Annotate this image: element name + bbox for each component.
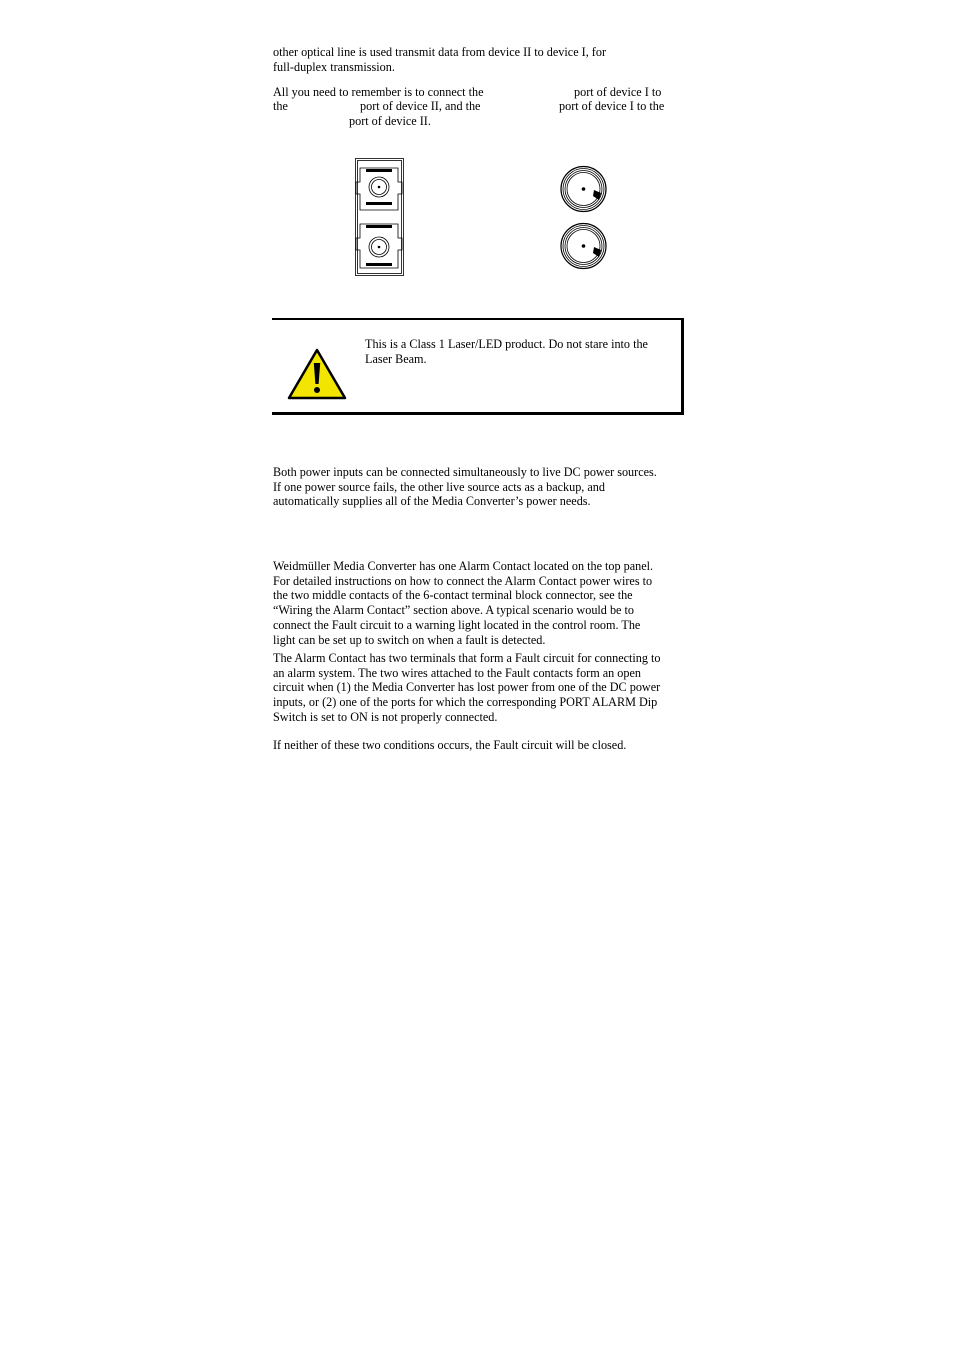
remember-text: port of device I to the [559, 99, 665, 113]
power-line: If one power source fails, the other live source acts as a backup, and [273, 479, 605, 494]
remember-text: port of device II. [349, 114, 431, 128]
alarm-line: light can be set up to switch on when a fault is detected. [273, 632, 546, 647]
intro-line: full-duplex transmission. [273, 59, 395, 74]
remember-text: port of device II, and the [360, 99, 481, 113]
sc-port-connector-icon [354, 158, 406, 278]
remember-text: port of device I to [574, 85, 662, 99]
fault-line: The Alarm Contact has two terminals that form a Fault circuit for connecting to [273, 651, 661, 665]
alarm-line: Weidmüller Media Converter has one Alarm Contact located on the top panel. [273, 559, 654, 573]
power-line: automatically supplies all of the Media Converter’s power needs. [273, 494, 591, 509]
alarm-contact-paragraph [273, 559, 653, 647]
closing-line: If neither of these two conditions occurs, the Fault circuit will be closed. [273, 738, 627, 752]
st-port-connector-icon [558, 164, 610, 274]
alarm-line: connect the Fault circuit to a warning light located in the control room. The [273, 617, 641, 632]
closing-paragraph [273, 738, 626, 753]
warning-message [365, 337, 648, 366]
power-line: Both power inputs can be connected simultaneously to live DC power sources. [273, 465, 657, 479]
fault-circuit-paragraph [273, 651, 661, 725]
remember-text: All you need to remember is to connect the [273, 85, 484, 99]
remember-text: the [273, 99, 288, 113]
alarm-line: the two middle contacts of the 6-contact terminal block connector, see the [273, 588, 633, 603]
fault-line: inputs, or (2) one of the ports for which the corresponding PORT ALARM Dip [273, 695, 658, 710]
alarm-line: For detailed instructions on how to connect the Alarm Contact power wires to [273, 573, 653, 588]
alarm-line: “Wiring the Alarm Contact” section above. A typical scenario would be to [273, 603, 634, 618]
warning-line: Laser Beam. [365, 351, 427, 366]
power-paragraph [273, 465, 657, 509]
fault-line: circuit when (1) the Media Converter has lost power from one of the DC power [273, 680, 661, 695]
fault-line: Switch is set to ON is not properly connected. [273, 709, 498, 724]
warning-triangle-icon [287, 348, 347, 400]
fault-line: an alarm system. The two wires attached to the Fault contacts form an open [273, 665, 641, 680]
intro-line: other optical line is used transmit data from device II to device I, for [273, 45, 607, 59]
intro-paragraph [273, 45, 606, 74]
warning-line: This is a Class 1 Laser/LED product. Do not stare into the [365, 337, 648, 351]
